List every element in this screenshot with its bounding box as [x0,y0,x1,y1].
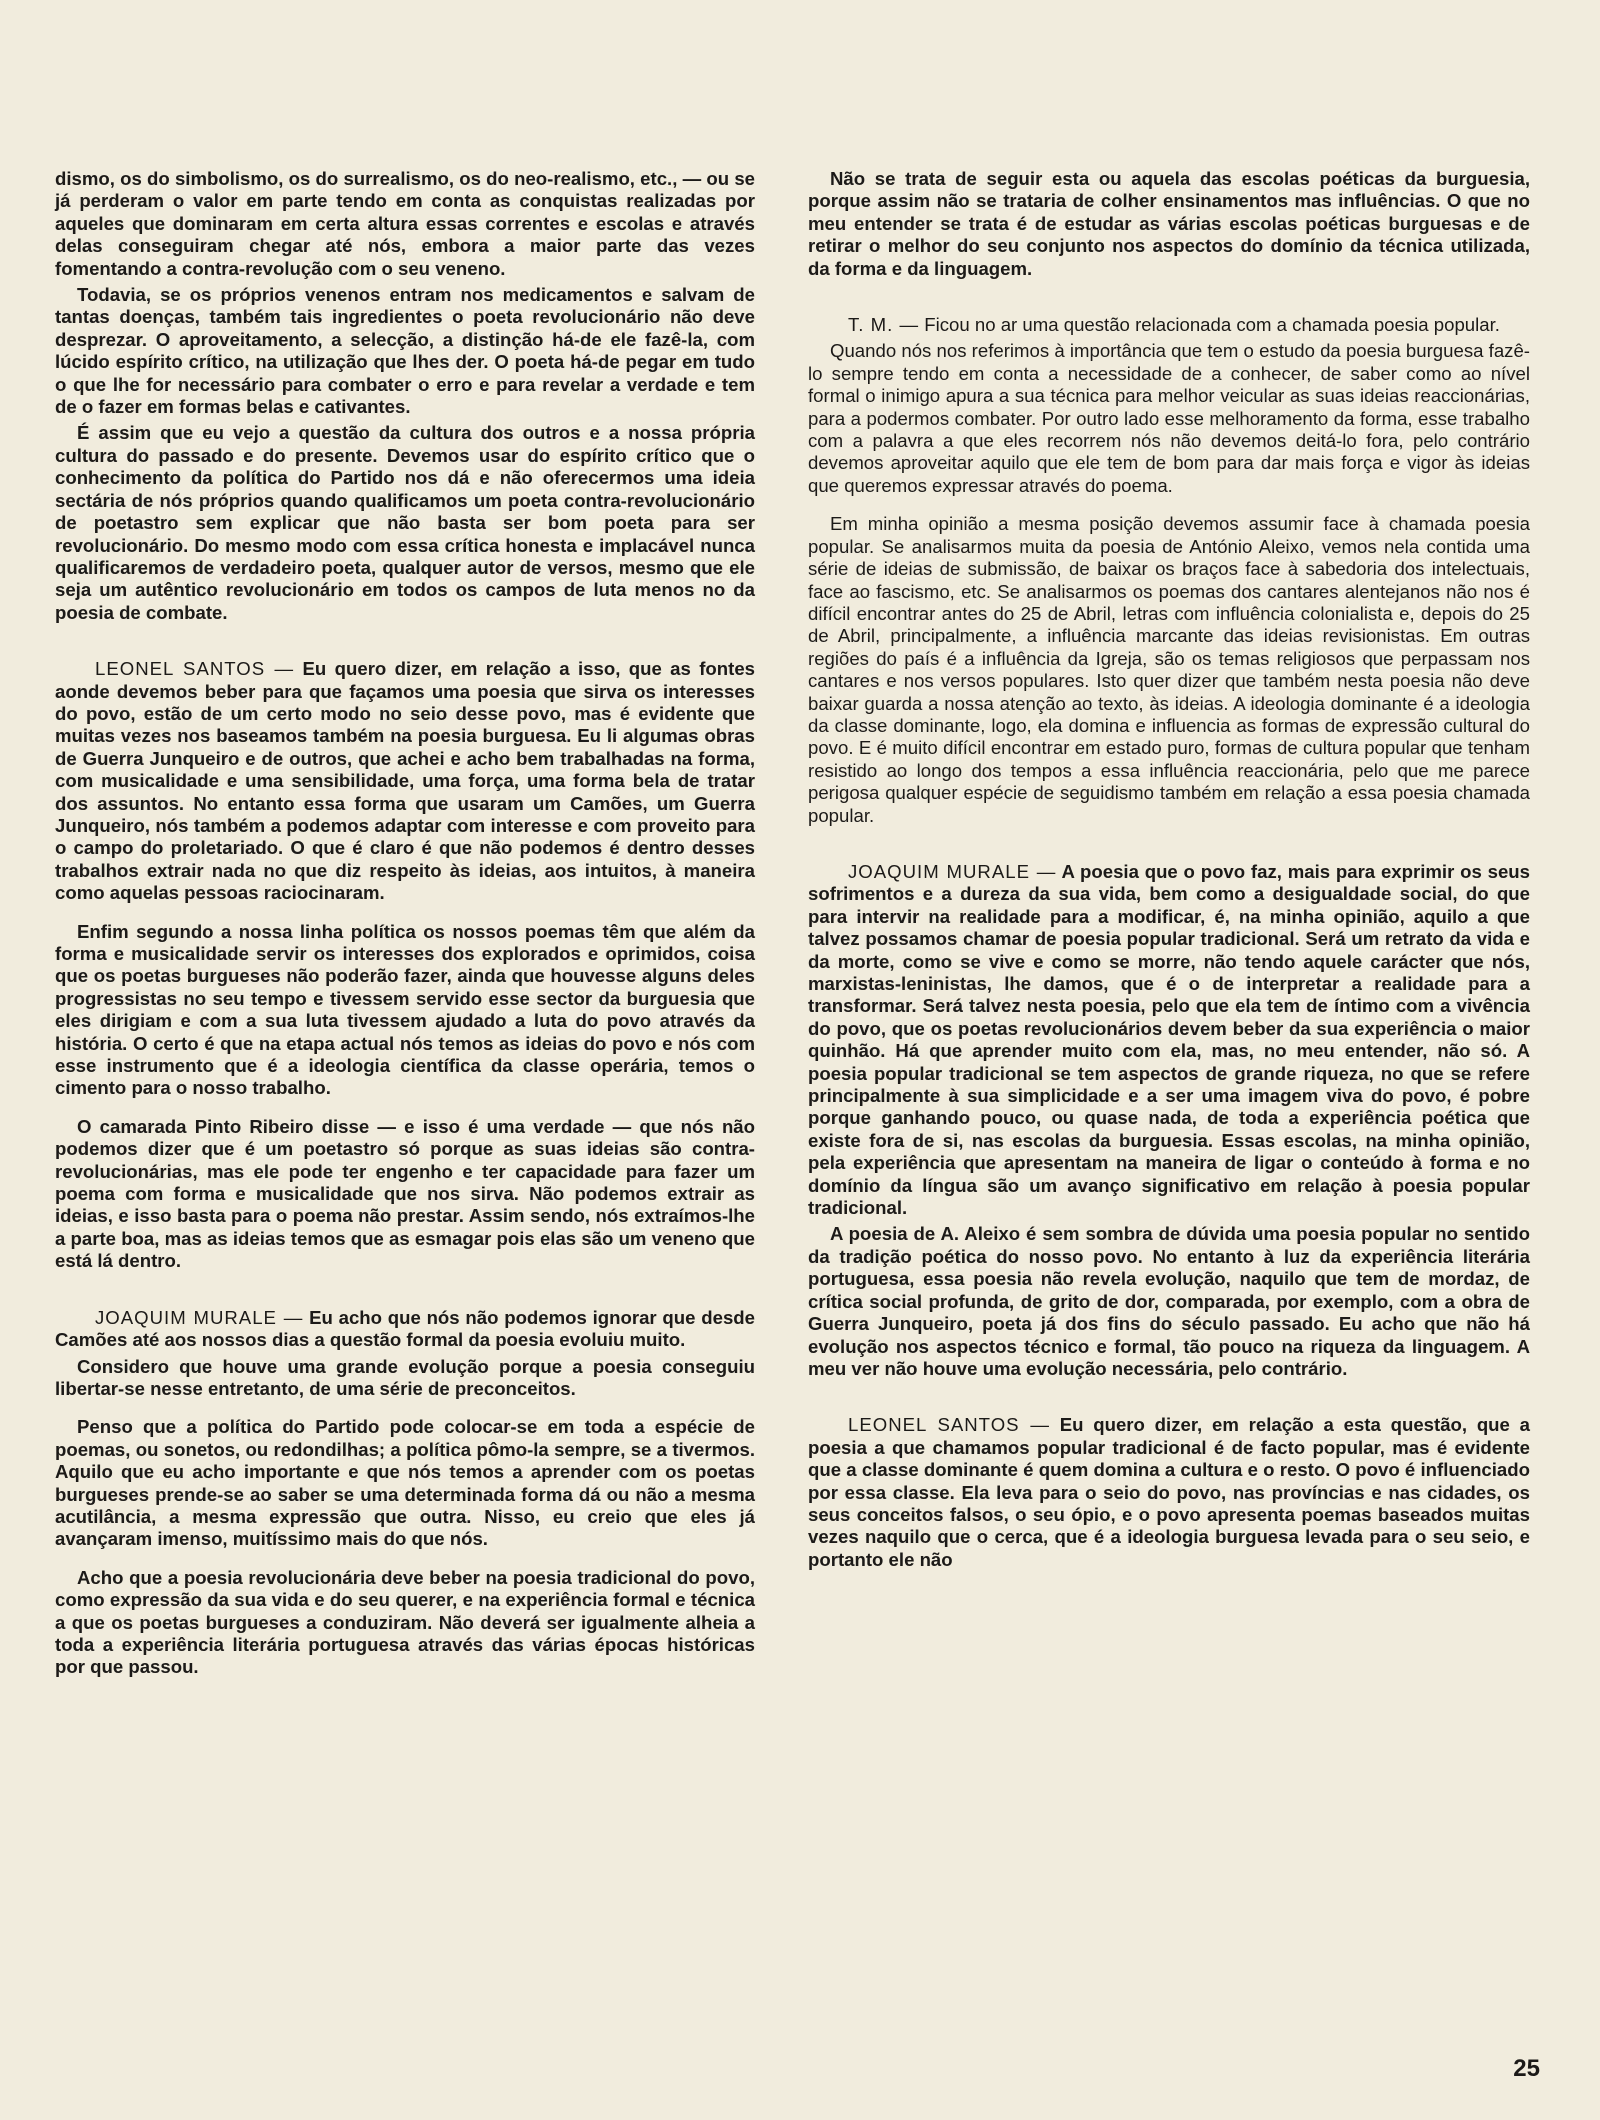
paragraph [808,861,1530,1220]
speech-t-m [808,314,1530,827]
paragraph [808,1414,1530,1571]
speech-leonel-santos [55,658,755,1273]
paragraph: O camarada Pinto Ribeiro disse — e isso é uma verdade — que nós não podemos dizer que é um poetastro só porque as suas ideias são contra-revolucionárias, mas ele pode ter engenho e ter capacidade para fazer um poema com forma e musicalidade que nos sirva. Não podemos extrair as ideias, e isso basta para o poema não prestar. Assim sendo, nós extraímos-lhe a parte boa, mas as ideias temos que as esmagar pois elas são um veneno que está lá dentro. [55,1115,755,1272]
speaker-name: LEONEL SANTOS — [95,658,295,680]
speech-joaquim-murale [55,1307,755,1679]
speech-text: Eu acho que nós não podemos ignorar que desde Camões até aos nossos dias a questão formal da poesia evoluiu muito. [55,1306,755,1351]
speech-leonel-santos [808,1414,1530,1571]
speech-text: A poesia que o povo faz, mais para exprimir os seus sofrimentos e a dureza da sua vida, bem como a desigualdade social, do que para intervir na realidade para a modificar, é, na minha opinião, aquilo a que talvez possamos chamar de poesia popular tradicional. Será um retrato da vida e da morte, como se vive e como se morre, não tendo aquele carácter que nós, marxistas-leninistas, lhe damos, que é o de interpretar a realidade para a transformar. Será talvez nesta poesia, pelo que ela tem de íntimo com a vivência do povo, que os poetas revolucionários devem beber da sua experiência o maior quinhão. Há que aprender muito com ela, mas, no meu entender, não só. A poesia popular tradicional se tem aspectos de grande riqueza, no que se refere principalmente à sua simplicidade e a ser uma imagem viva do povo, é pobre porque ganhando pouco, ou quase nada, de toda a experiência poética que existe fora de si, nas escolas da burguesia. Essas escolas, na minha opinião, pela experiência que apresentam na maneira de ligar o conteúdo à forma e no domínio da língua são um avanço significativo em relação à poesia popular tradicional. [808,860,1530,1219]
speech-text: Ficou no ar uma questão relacionada com a chamada poesia popular. [924,314,1500,336]
page-number: 25 [1513,2055,1540,2082]
speaker-name: LEONEL SANTOS — [848,1414,1050,1436]
left-column [55,168,755,1679]
paragraph: Todavia, se os próprios venenos entram nos medicamentos e salvam de tantas doenças, também tais ingredientes o poeta revolucionário não deve desprezar. O aproveitamento, a selecção, a distinção há-de ele fazê-la, com lúcido espírito crítico, na utilização que lhes der. O poeta há-de pegar em tudo o que lhe for necessário para combater o erro e para revelar a verdade e tem de o fazer em formas belas e cativantes. [55,284,755,418]
paragraph: A poesia de A. Aleixo é sem sombra de dúvida uma poesia popular no sentido da tradição poética do nosso povo. No entanto à luz da experiência literária portuguesa, essa poesia não revela evolução, naquilo que tem de mordaz, de crítica social profunda, de grito de dor, comparada, por exemplo, com a obra de Guerra Junqueiro, poeta já dos fins do século passado. Eu acho que não há evolução nos aspectos técnico e formal, tão pouco na riqueza da linguagem. A meu ver não houve uma evolução necessária, pelo contrário. [808,1223,1530,1379]
paragraph: Enfim segundo a nossa linha política os nossos poemas têm que além da forma e musicalidade servir os interesses dos explorados e oprimidos, coisa que os poetas burgueses não poderão fazer, ainda que houvesse alguns deles progressistas no seu tempo e tivessem servido esse sector da burguesia que eles dirigiam e com a sua luta tivessem ajudado a luta do povo através da história. O certo é que na etapa actual nós temos as ideias do povo e nós com esse instrumento que é a ideologia científica da classe operária, temos o cimento para o nosso trabalho. [55,920,755,1099]
paragraph: Em minha opinião a mesma posição devemos assumir face à chamada poesia popular. Se analisarmos muita da poesia de António Aleixo, vemos nela contida uma série de ideias de submissão, de baixar os braços face à sabedoria dos intelectuais, face ao fascismo, etc. Se analisarmos os poemas dos cantares alentejanos não nos é difícil encontrar antes do 25 de Abril, letras com influência colonialista e, depois do 25 de Abril, principalmente, a influência marcante das ideias revisionistas. Em outras regiões do país é a influência da Igreja, são os temas religiosos que perpassam nos cantares e nos versos populares. Isto quer dizer que também nesta poesia não deve baixar guarda a nossa atenção ao texto, às ideias. A ideologia dominante é a ideologia da classe dominante, logo, ela domina e influencia as formas de expressão cultural do povo. E é muito difícil encontrar em estado puro, formas de cultura popular que tenham resistido ao longo dos tempos a essa influência reaccionária, pelo que me parece perigosa qualquer espécie de seguidismo também em relação a essa poesia chamada popular. [808,513,1530,826]
paragraph [55,658,755,904]
paragraph: Não se trata de seguir esta ou aquela das escolas poéticas da burguesia, porque assim não se trataria de colher ensinamentos mas influências. O que no meu entender se trata é de estudar as várias escolas poéticas burguesas e de retirar o melhor do seu conjunto nos aspectos do domínio da técnica utilizada, da forma e da linguagem. [808,168,1530,279]
speaker-name: JOAQUIM MURALE — [95,1306,304,1328]
paragraph: Acho que a poesia revolucionária deve beber na poesia tradicional do povo, como expressão da sua vida e do seu querer, e na experiência formal e técnica a que os poetas burgueses a conduziram. Não deverá ser igualmente alheia a toda a experiência literária portuguesa através das várias épocas históricas por que passou. [55,1566,755,1678]
paragraph [808,314,1530,336]
speaker-name: T. M. — [848,314,920,336]
paragraph: Penso que a política do Partido pode colocar-se em toda a espécie de poemas, ou sonetos, ou redondilhas; a política pômo-la sempre, se a tivermos. Aquilo que eu acho importante e que nós temos a aprender com os poetas burgueses prende-se ao saber se uma determinada forma dá ou não a mesma acutilância, a mesma expressão que outra. Nisso, eu creio que eles já avançaram imenso, muitíssimo mais do que nós. [55,1416,755,1550]
speech-text: Eu quero dizer, em relação a esta questão, que a poesia a que chamamos popular tradicional é de facto popular, mas é evidente que a classe dominante é quem domina a cultura e o resto. O povo é influenciado por essa classe. Ela leva para o seio do povo, nas províncias e nas cidades, os seus conceitos falsos, o seu ópio, e o povo apresenta poemas baseados muitas vezes naquilo que o cerca, que é a ideologia burguesa levada para o seu seio, e portanto ele não [808,1414,1530,1570]
paragraph: É assim que eu vejo a questão da cultura dos outros e a nossa própria cultura do passado e do presente. Devemos usar do espírito crítico que o conhecimento da política do Partido nos dá e não oferecermos uma ideia sectária de nós próprios quando qualificamos um poeta contra-revolucionário de poetastro sem explicar que não basta ser bom poeta para ser revolucionário. Do mesmo modo com essa crítica honesta e implacável nunca qualificaremos de verdadeiro poeta, qualquer autor de versos, mesmo que ele seja um autêntico revolucionário em todos os campos de luta menos no da poesia de combate. [55,422,755,623]
paragraph: Considero que houve uma grande evolução porque a poesia conseguiu libertar-se nesse entretanto, de uma série de preconceitos. [55,1355,755,1399]
speech-joaquim-murale [808,861,1530,1380]
speech-text: Eu quero dizer, em relação a isso, que as fontes aonde devemos beber para que façamos uma poesia que sirva os interesses do povo, estão de um certo modo no seio desse povo, mas é evidente que muitas vezes nos baseamos também na poesia burguesa. Eu li algumas obras de Guerra Junqueiro e de outros, que achei e acho bem trabalhadas na forma, com musicalidade e uma sensibilidade, uma força, uma forma bela de tratar dos assuntos. No entanto essa forma que usaram um Camões, um Guerra Junqueiro, nós também a podemos adaptar com interesse e com proveito para o campo do proletariado. O que é claro é que não podemos é dentro desses trabalhos extrair nada no que diz respeito às ideias, aos intuitos, à maneira como aquelas pessoas raciocinaram. [55,658,756,904]
paragraph [55,1307,755,1352]
paragraph: Quando nós nos referimos à importância que tem o estudo da poesia burguesa fazê-lo sempre tendo em conta a necessidade de a conhecer, de saber como ao nível formal o inimigo apura a sua técnica para melhor veicular as suas ideias reaccionárias, para a podermos combater. Por outro lado esse melhoramento da forma, esse trabalho com a palavra a que eles recorrem nós não devemos deitá-lo fora, pelo contrário devemos aproveitar aquilo que ele tem de bom para dar mais força e vigor às ideias que queremos expressar através do poema. [808,340,1530,496]
right-column [808,168,1530,1571]
paragraph: dismo, os do simbolismo, os do surrealismo, os do neo-realismo, etc., — ou se já perderam o valor em parte tendo em conta as conquistas realizadas por aqueles que dominaram em certa altura essas correntes e escolas e através delas conseguiram chegar até nós, embora a maior parte das vezes fomentando a contra-revolução com o seu veneno. [55,168,755,279]
speaker-name: JOAQUIM MURALE — [848,860,1057,882]
